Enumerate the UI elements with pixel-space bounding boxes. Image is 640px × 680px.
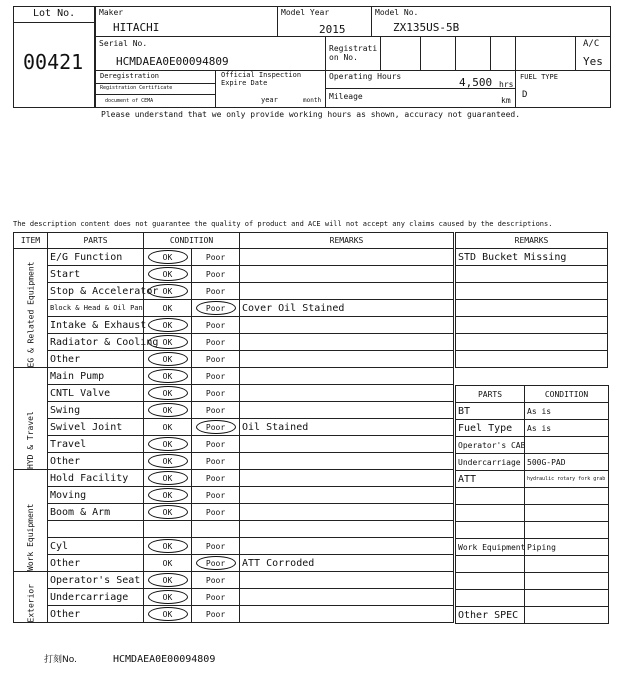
selected-circle — [148, 352, 188, 366]
condition-ok-label: OK — [162, 575, 173, 585]
table-row — [14, 283, 454, 300]
condition-ok-cell[interactable] — [144, 606, 192, 623]
condition-poor-cell[interactable] — [192, 317, 240, 334]
selected-circle — [196, 556, 236, 570]
selected-circle — [148, 454, 188, 468]
operating-hours-label: Operating Hours — [329, 72, 402, 81]
condition-ok-label: OK — [162, 405, 173, 415]
parts-condition-cell: As is — [525, 403, 609, 420]
mileage-label: Mileage — [329, 92, 363, 101]
condition-ok-cell[interactable] — [144, 436, 192, 453]
parts-condition-cell — [525, 556, 609, 573]
condition-poor-cell[interactable] — [192, 453, 240, 470]
remark-cell — [240, 402, 454, 419]
model-no-value: ZX135US-5B — [393, 21, 460, 34]
disclaimer: The description content does not guarantee the quality of product and ACE will not accept any claims caused by the descriptions. — [13, 220, 553, 228]
selected-circle — [148, 437, 188, 451]
condition-poor-cell[interactable] — [192, 266, 240, 283]
table-row — [14, 334, 454, 351]
parts-row — [456, 590, 609, 607]
condition-ok-label: OK — [162, 269, 173, 279]
remark-cell — [240, 521, 454, 538]
condition-poor-cell[interactable] — [192, 504, 240, 521]
condition-ok-label: OK — [162, 439, 173, 449]
parts-part-cell — [456, 522, 525, 539]
selected-circle — [148, 250, 188, 264]
parts-row — [456, 556, 609, 573]
selected-circle — [148, 335, 188, 349]
model-year-value: 2015 — [319, 23, 346, 36]
condition-ok-cell[interactable] — [144, 555, 192, 572]
part-name: Travel — [48, 436, 144, 453]
condition-poor-cell[interactable] — [192, 283, 240, 300]
parts-condition-cell — [525, 607, 609, 624]
parts-condition-cell — [525, 590, 609, 607]
condition-ok-label: OK — [162, 371, 173, 381]
condition-ok-cell[interactable] — [144, 504, 192, 521]
hours-note: Please understand that we only provide working hours as shown, accuracy not guaranteed. — [101, 110, 521, 119]
condition-poor-label: Poor — [205, 592, 226, 602]
condition-poor-cell[interactable] — [192, 555, 240, 572]
part-name: E/G Function — [48, 249, 144, 266]
condition-ok-cell[interactable] — [144, 317, 192, 334]
table-row — [14, 521, 454, 538]
condition-ok-cell[interactable] — [144, 521, 192, 538]
table-row — [14, 589, 454, 606]
condition-ok-label: OK — [162, 303, 173, 313]
remarks-grid — [455, 232, 608, 368]
remark-cell — [240, 249, 454, 266]
item-group-cell — [14, 249, 48, 368]
serial-value: HCMDAEA0E00094809 — [116, 55, 229, 68]
selected-circle — [148, 590, 188, 604]
condition-poor-cell[interactable] — [192, 249, 240, 266]
parts-part-cell: Work Equipment — [456, 539, 525, 556]
remarks-row — [456, 283, 608, 300]
table-row — [14, 555, 454, 572]
condition-ok-label: OK — [162, 252, 173, 262]
part-name: Other — [48, 606, 144, 623]
remark-cell — [240, 589, 454, 606]
remark-cell — [240, 487, 454, 504]
condition-poor-cell[interactable] — [192, 300, 240, 317]
remarks-row — [456, 249, 608, 266]
document-label: document of CEMA — [105, 98, 154, 104]
condition-poor-label: Poor — [205, 252, 226, 262]
condition-ok-cell[interactable] — [144, 266, 192, 283]
ac-label: A/C — [583, 39, 600, 49]
parts-row — [456, 420, 609, 437]
condition-poor-label: Poor — [205, 541, 226, 551]
condition-poor-cell[interactable] — [192, 419, 240, 436]
parts-condition-cell: As is — [525, 420, 609, 437]
condition-ok-label: OK — [162, 609, 173, 619]
condition-ok-label: OK — [162, 354, 173, 364]
condition-poor-label: Poor — [205, 456, 226, 466]
condition-ok-cell[interactable] — [144, 368, 192, 385]
parts-condition-cell — [525, 437, 609, 454]
part-name: Radiator & Cooling — [48, 334, 144, 351]
remark-cell — [240, 470, 454, 487]
table-row — [14, 351, 454, 368]
condition-ok-cell[interactable] — [144, 589, 192, 606]
table-row — [14, 317, 454, 334]
condition-poor-label: Poor — [205, 473, 226, 483]
remarks-header: REMARKS — [456, 233, 608, 249]
condition-poor-label: Poor — [205, 337, 226, 347]
table-row — [14, 402, 454, 419]
condition-poor-label: Poor — [205, 371, 226, 381]
table-row — [14, 266, 454, 283]
condition-poor-cell[interactable] — [192, 436, 240, 453]
condition-poor-label: Poor — [205, 354, 226, 364]
condition-ok-label: OK — [162, 286, 173, 296]
fuel-type-label: FUEL TYPE — [520, 73, 558, 81]
month-label: month — [303, 97, 322, 104]
table-row — [14, 385, 454, 402]
km-label: km — [501, 96, 511, 105]
item-group-cell — [14, 470, 48, 572]
model-no-label: Model No. — [375, 8, 419, 17]
hrs-label: hrs — [499, 80, 514, 89]
item-group-label: HYD & Travel — [26, 411, 35, 469]
parts-header-condition: CONDITION — [525, 386, 609, 403]
parts-part-cell: BT — [456, 403, 525, 420]
condition-ok-label: OK — [162, 473, 173, 483]
remarks-row — [456, 300, 608, 317]
parts-part-cell: Operator's CAB — [456, 437, 525, 454]
selected-circle — [148, 539, 188, 553]
selected-circle — [148, 607, 188, 621]
condition-ok-cell[interactable] — [144, 249, 192, 266]
condition-poor-label: Poor — [205, 320, 226, 330]
remark-cell — [240, 606, 454, 623]
part-name: Intake & Exhaust — [48, 317, 144, 334]
condition-ok-label: OK — [162, 320, 173, 330]
lot-number: 00421 — [23, 50, 84, 74]
remark-cell — [240, 334, 454, 351]
remark-cell — [240, 572, 454, 589]
selected-circle — [148, 369, 188, 383]
condition-poor-cell[interactable] — [192, 487, 240, 504]
part-name: Undercarriage — [48, 589, 144, 606]
part-name: CNTL Valve — [48, 385, 144, 402]
remark-cell — [240, 385, 454, 402]
remarks-row — [456, 351, 608, 368]
parts-part-cell — [456, 556, 525, 573]
table-row — [14, 606, 454, 623]
condition-ok-label: OK — [162, 507, 173, 517]
condition-ok-label: OK — [162, 422, 173, 432]
fuel-type-value: D — [522, 90, 528, 100]
selected-circle — [196, 420, 236, 434]
parts-row — [456, 607, 609, 624]
year-label: year — [261, 96, 278, 104]
part-name: Moving — [48, 487, 144, 504]
remarks-cell — [456, 334, 608, 351]
deregistration-label: Deregistration — [100, 72, 160, 80]
operating-hours-value: 4,500 — [459, 76, 493, 89]
header-condition: CONDITION — [144, 233, 240, 249]
condition-poor-label: Poor — [205, 575, 226, 585]
condition-poor-label: Poor — [205, 558, 226, 568]
model-year-label: Model Year — [281, 8, 330, 17]
table-row — [14, 368, 454, 385]
parts-part-cell — [456, 573, 525, 590]
remarks-cell — [456, 266, 608, 283]
remark-cell — [240, 317, 454, 334]
table-row — [14, 504, 454, 521]
table-row — [14, 453, 454, 470]
condition-poor-cell[interactable] — [192, 521, 240, 538]
remarks-cell — [456, 283, 608, 300]
remark-cell — [240, 538, 454, 555]
condition-ok-label: OK — [162, 388, 173, 398]
parts-part-cell: ATT — [456, 471, 525, 488]
item-group-label: EG & Related Equipment — [26, 261, 35, 367]
remarks-cell: STD Bucket Missing — [456, 249, 608, 266]
selected-circle — [148, 267, 188, 281]
serial-label: Serial No. — [99, 39, 148, 48]
condition-poor-cell[interactable] — [192, 385, 240, 402]
parts-row — [456, 505, 609, 522]
remarks-cell — [456, 351, 608, 368]
table-row — [14, 487, 454, 504]
condition-ok-cell[interactable] — [144, 470, 192, 487]
parts-part-cell — [456, 488, 525, 505]
condition-ok-cell[interactable] — [144, 300, 192, 317]
table-row — [14, 419, 454, 436]
table-row — [14, 436, 454, 453]
part-name: Hold Facility — [48, 470, 144, 487]
selected-circle — [148, 505, 188, 519]
condition-ok-label: OK — [162, 541, 173, 551]
condition-ok-cell[interactable] — [144, 351, 192, 368]
item-group-label: Exterior — [26, 583, 35, 622]
remark-cell: ATT Corroded — [240, 555, 454, 572]
table-row — [14, 538, 454, 555]
selected-circle — [148, 386, 188, 400]
registration-certificate-label: Registration Certificate — [100, 85, 173, 91]
remark-cell — [240, 504, 454, 521]
condition-poor-label: Poor — [205, 609, 226, 619]
condition-ok-label: OK — [162, 456, 173, 466]
part-name: Main Pump — [48, 368, 144, 385]
parts-row — [456, 437, 609, 454]
condition-ok-cell[interactable] — [144, 572, 192, 589]
table-row — [14, 572, 454, 589]
remark-cell — [240, 266, 454, 283]
part-name: Block & Head & Oil Pan — [48, 300, 144, 317]
part-name — [48, 521, 144, 538]
condition-poor-cell[interactable] — [192, 538, 240, 555]
inspection-label: Official Inspection Expire Date — [221, 71, 302, 87]
parts-condition-cell — [525, 573, 609, 590]
condition-ok-cell[interactable] — [144, 538, 192, 555]
condition-poor-label: Poor — [205, 490, 226, 500]
parts-row — [456, 488, 609, 505]
selected-circle — [148, 318, 188, 332]
remarks-row — [456, 317, 608, 334]
part-name: Swing — [48, 402, 144, 419]
remark-cell — [240, 283, 454, 300]
header-item: ITEM — [14, 233, 48, 249]
remarks-cell — [456, 317, 608, 334]
header-remarks: REMARKS — [240, 233, 454, 249]
parts-part-cell — [456, 590, 525, 607]
condition-poor-label: Poor — [205, 507, 226, 517]
condition-poor-label: Poor — [205, 286, 226, 296]
condition-poor-cell[interactable] — [192, 589, 240, 606]
condition-ok-label: OK — [162, 558, 173, 568]
condition-ok-cell[interactable] — [144, 419, 192, 436]
condition-ok-label: OK — [162, 490, 173, 500]
condition-poor-label: Poor — [205, 303, 226, 313]
remark-cell — [240, 368, 454, 385]
condition-poor-cell[interactable] — [192, 572, 240, 589]
maker-value: HITACHI — [113, 21, 160, 34]
lot-label: Lot No. — [33, 8, 76, 19]
condition-poor-cell[interactable] — [192, 368, 240, 385]
condition-poor-cell[interactable] — [192, 606, 240, 623]
parts-row — [456, 471, 609, 488]
condition-poor-label: Poor — [205, 405, 226, 415]
parts-row — [456, 522, 609, 539]
remark-cell: Cover Oil Stained — [240, 300, 454, 317]
parts-row — [456, 454, 609, 471]
parts-condition-cell: Piping — [525, 539, 609, 556]
condition-ok-label: OK — [162, 592, 173, 602]
parts-part-cell: Fuel Type — [456, 420, 525, 437]
condition-ok-cell[interactable] — [144, 334, 192, 351]
item-group-cell — [14, 572, 48, 623]
condition-poor-label: Poor — [205, 439, 226, 449]
item-group-cell — [14, 368, 48, 470]
condition-poor-label: Poor — [205, 269, 226, 279]
header-parts: PARTS — [48, 233, 144, 249]
part-name: Stop & Accelerator — [48, 283, 144, 300]
condition-ok-cell[interactable] — [144, 487, 192, 504]
remark-cell: Oil Stained — [240, 419, 454, 436]
parts-part-cell — [456, 505, 525, 522]
item-group-label: Work Equipment — [26, 503, 35, 571]
parts-condition-cell: hydraulic rotary fork grab — [525, 471, 609, 488]
condition-poor-cell[interactable] — [192, 334, 240, 351]
parts-row — [456, 539, 609, 556]
remark-cell — [240, 351, 454, 368]
parts-condition-cell — [525, 505, 609, 522]
parts-row — [456, 573, 609, 590]
parts-part-cell: Undercarriage — [456, 454, 525, 471]
parts-part-cell: Other SPEC — [456, 607, 525, 624]
selected-circle — [148, 488, 188, 502]
parts-row — [456, 403, 609, 420]
condition-ok-label: OK — [162, 337, 173, 347]
parts-condition-cell — [525, 488, 609, 505]
table-row — [14, 470, 454, 487]
condition-ok-cell[interactable] — [144, 402, 192, 419]
registration-label: Registrati on No. — [329, 44, 378, 62]
selected-circle — [196, 301, 236, 315]
parts-header-parts: PARTS — [456, 386, 525, 403]
condition-poor-label: Poor — [205, 388, 226, 398]
condition-ok-cell[interactable] — [144, 385, 192, 402]
part-name: Operator's Seat — [48, 572, 144, 589]
ac-value: Yes — [583, 55, 603, 68]
footer-value: HCMDAEA0E00094809 — [113, 654, 216, 665]
condition-ok-cell[interactable] — [144, 283, 192, 300]
condition-poor-label: Poor — [205, 422, 226, 432]
maker-label: Maker — [99, 8, 124, 17]
part-name: Boom & Arm — [48, 504, 144, 521]
part-name: Other — [48, 351, 144, 368]
part-name: Start — [48, 266, 144, 283]
part-name: Other — [48, 453, 144, 470]
remarks-cell — [456, 300, 608, 317]
inspection-grid — [13, 232, 454, 623]
condition-poor-cell[interactable] — [192, 402, 240, 419]
remark-cell — [240, 436, 454, 453]
parts-condition-cell — [525, 522, 609, 539]
remark-cell — [240, 453, 454, 470]
selected-circle — [148, 471, 188, 485]
selected-circle — [148, 403, 188, 417]
table-row — [14, 300, 454, 317]
part-name: Swivel Joint — [48, 419, 144, 436]
remarks-row — [456, 334, 608, 351]
condition-poor-cell[interactable] — [192, 351, 240, 368]
remarks-row — [456, 266, 608, 283]
selected-circle — [148, 284, 188, 298]
selected-circle — [148, 573, 188, 587]
table-row — [14, 249, 454, 266]
footer-label: 打刻No. — [44, 655, 77, 665]
part-name: Other — [48, 555, 144, 572]
condition-poor-cell[interactable] — [192, 470, 240, 487]
parts-condition-cell: 500G-PAD — [525, 454, 609, 471]
parts-grid — [455, 385, 609, 624]
condition-ok-cell[interactable] — [144, 453, 192, 470]
part-name: Cyl — [48, 538, 144, 555]
